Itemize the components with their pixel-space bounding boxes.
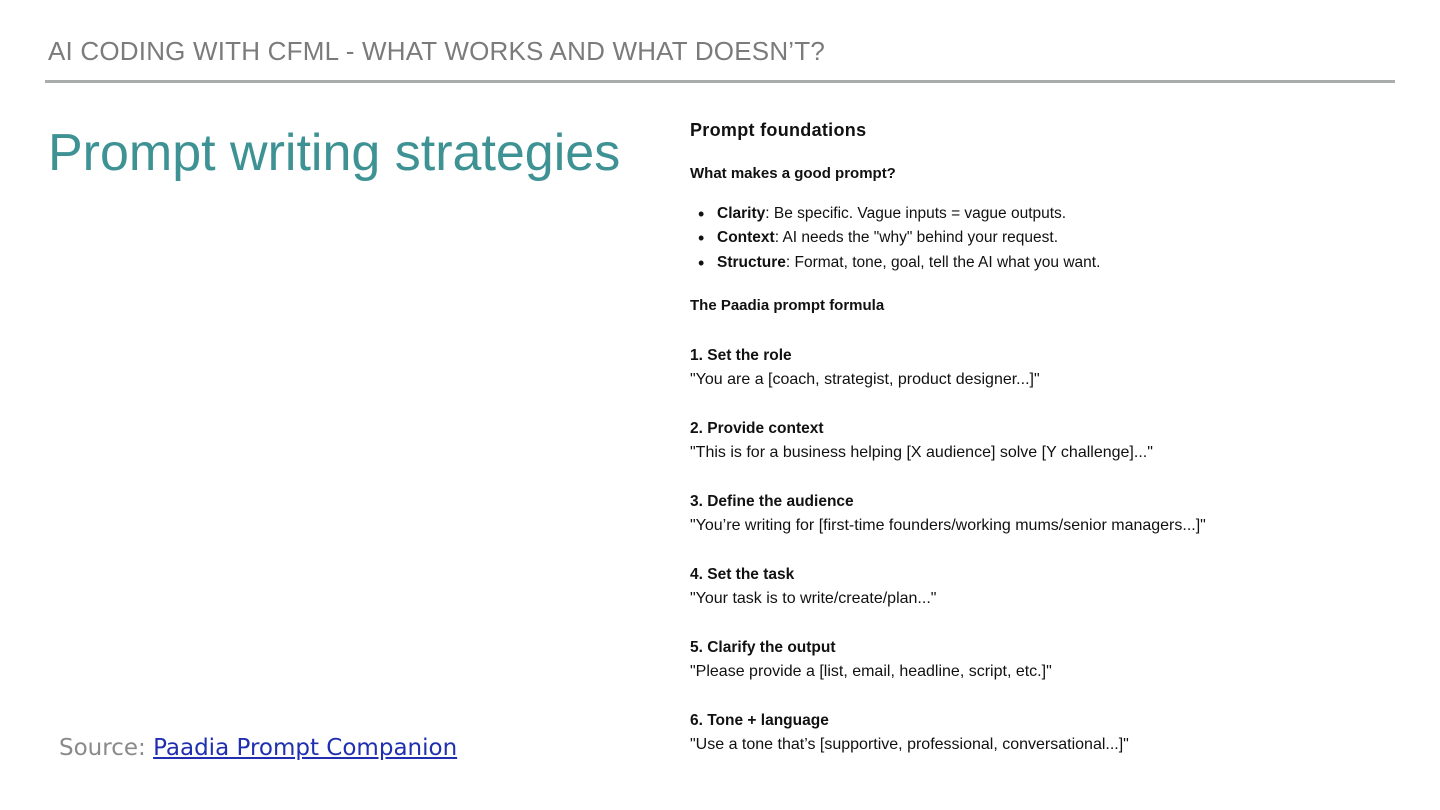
good-prompt-heading: What makes a good prompt? [690, 165, 896, 182]
source-label: Source: [59, 735, 154, 761]
formula-heading: The Paadia prompt formula [690, 296, 885, 314]
step-title: 6. Tone + language [690, 711, 829, 729]
list-item [698, 202, 1410, 226]
bullet-term: Structure [717, 253, 786, 271]
step-text: "Use a tone that’s [supportive, professional, conversational...]" [690, 735, 1129, 753]
formula-step [690, 344, 1410, 392]
bullet-term: Clarity [717, 205, 766, 222]
list-item [698, 226, 1410, 250]
bullet-text: : Format, tone, goal, tell the AI what you want. [785, 253, 1101, 271]
step-title: 3. Define the audience [690, 492, 854, 510]
formula-step [690, 636, 1410, 684]
source-caption [59, 735, 457, 761]
step-title: 4. Set the task [690, 565, 795, 583]
bullet-icon: • [698, 252, 705, 273]
bullet-term: Context [717, 229, 775, 247]
step-text: "You are a [coach, strategist, product designer...]" [690, 370, 1040, 388]
step-title: 1. Set the role [690, 346, 792, 364]
formula-step [690, 563, 1410, 611]
step-text: "Please provide a [list, email, headline, script, etc.]" [690, 662, 1052, 680]
panel-title: Prompt foundations [690, 120, 867, 140]
bullet-icon: • [698, 228, 705, 249]
formula-step [690, 417, 1410, 465]
step-text: "This is for a business helping [X audience] solve [Y challenge]..." [690, 443, 1153, 461]
step-title: 2. Provide context [690, 419, 824, 437]
slide-title: Prompt writing strategies [48, 124, 621, 182]
header-divider [45, 80, 1395, 83]
step-text: "You’re writing for [first-time founders/working mums/senior managers...]" [690, 516, 1206, 534]
step-text: "Your task is to write/create/plan..." [690, 589, 937, 607]
formula-step [690, 490, 1410, 538]
prompt-foundations-panel [690, 120, 1410, 782]
bullet-text: : AI needs the "why" behind your request. [774, 229, 1058, 247]
source-link[interactable]: Paadia Prompt Companion [153, 735, 458, 761]
list-item [698, 251, 1410, 275]
step-title: 5. Clarify the output [690, 638, 836, 656]
slide-header: AI CODING WITH CFML - WHAT WORKS AND WHAT DOESN’T? [48, 36, 826, 66]
good-prompt-list [690, 202, 1410, 275]
formula-step [690, 709, 1410, 757]
bullet-text: : Be specific. Vague inputs = vague outputs. [765, 205, 1067, 222]
bullet-icon: • [698, 204, 705, 224]
